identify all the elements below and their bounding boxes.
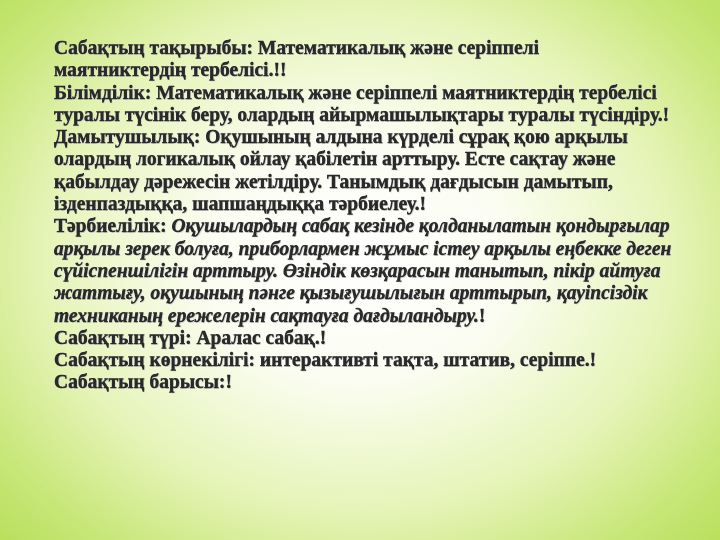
lesson-plan-text [54,38,684,395]
upbringing-goal-text-cont-2: сүйіспеншілігін арттыру. Өзіндік көзқарасын танытып, пікір айтуға [54,260,661,282]
educational-goal-text: Математикалық және серіппелі маятниктердің тербелісі [151,82,657,104]
educational-goal-line [54,83,684,105]
developmental-goal-line-cont-1 [54,149,684,171]
developmental-goal-label: Дамытушылық: [54,127,201,149]
upbringing-goal-line-cont-4 [54,306,684,328]
upbringing-goal-line-cont-2 [54,261,684,283]
lesson-progress-text: ! [225,372,232,394]
educational-goal-text-cont: туралы түсінік беру, олардың айырмашылықтары туралы түсіндіру.! [54,104,670,126]
developmental-goal-text-cont-1: олардың логикалық ойлау қабілетін арттыру. Есте сақтау және [54,149,616,171]
visual-aids-line [54,350,684,372]
upbringing-goal-text-cont-3: жаттығу, оқушының пәнге қызығушылығын арттырып, қауіпсіздік [54,283,648,305]
developmental-goal-text-cont-2: қабылдау дәрежесін жетілдіру. Танымдық дағдысын дамытып, [54,171,613,193]
topic-line-cont [54,60,684,82]
lesson-type-line [54,328,684,350]
lesson-type-label: Сабақтың түрі: [54,327,192,349]
visual-aids-text: интерактивті тақта, штатив, серіппе.! [254,350,597,372]
upbringing-goal-line-cont-1 [54,239,684,261]
developmental-goal-line-cont-2 [54,172,684,194]
upbringing-goal-text: Оқушылардың сабақ кезінде қолданылатын қондырғылар [166,216,670,238]
educational-goal-line-cont [54,105,684,127]
educational-goal-label: Білімділік: [54,82,152,104]
upbringing-goal-text-cont-4: техниканың ережелерін сақтауға дағдыландыру. [54,305,479,327]
lesson-progress-line [54,372,684,394]
lesson-progress-label: Сабақтың барысы: [54,372,226,394]
topic-line [54,38,684,60]
lesson-type-text: Аралас сабақ.! [191,327,327,349]
developmental-goal-line-cont-3 [54,194,684,216]
upbringing-goal-line [54,216,684,238]
topic-text-cont: маятниктердің тербелісі.!! [54,60,287,82]
upbringing-goal-line-cont-3 [54,283,684,305]
topic-text: Математикалық және серіппелі [253,38,540,59]
developmental-goal-line [54,127,684,149]
upbringing-goal-tail: ! [478,305,486,327]
upbringing-goal-label: Тәрбиелілік: [54,216,167,238]
developmental-goal-text: Оқушының алдына күрделі сұрақ қою арқылы [200,127,628,149]
visual-aids-label: Сабақтың көрнекілігі: [54,350,255,372]
developmental-goal-text-cont-3: ізденпаздыққа, шапшаңдыққа тәрбиелеу.! [54,194,427,216]
topic-label: Сабақтың тақырыбы: [54,38,254,59]
upbringing-goal-text-cont-1: арқылы зерек болуға, приборлармен жұмыс істеу арқылы еңбекке деген [54,238,672,260]
